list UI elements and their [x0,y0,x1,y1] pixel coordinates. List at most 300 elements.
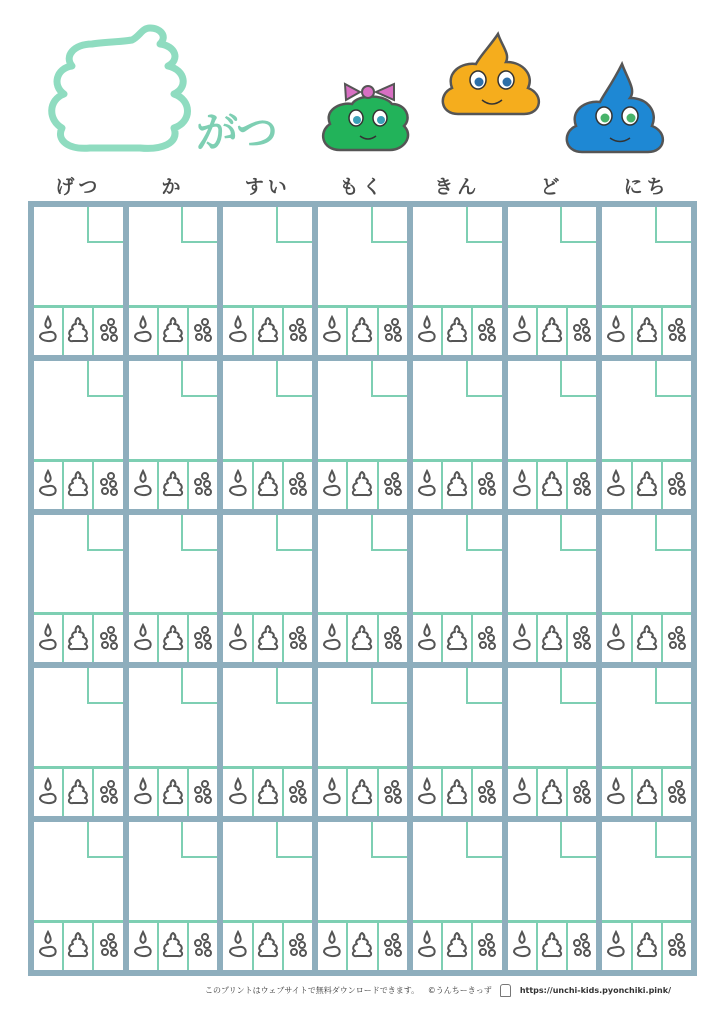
poop-icon [540,315,564,347]
date-number-box[interactable] [560,515,596,551]
stamp-strip [34,305,123,355]
drop-puddle-icon [227,930,249,962]
stamp-box[interactable] [129,308,157,355]
stamp-strip [223,920,312,970]
stamp-box[interactable] [34,615,62,662]
poop-icon [66,777,90,809]
poop-icon [350,777,374,809]
stamp-strip [508,612,597,662]
poop-icon [540,623,564,655]
stamp-box[interactable] [92,308,122,355]
poop-icon [635,777,659,809]
poop-icon [350,930,374,962]
stamp-box[interactable] [441,923,471,970]
stamp-box[interactable] [129,923,157,970]
poop-icon [635,315,659,347]
date-number-box[interactable] [87,515,123,551]
day-cell[interactable] [508,207,597,355]
pellets-icon [98,930,120,962]
stamp-box[interactable] [566,462,596,509]
stamp-box[interactable] [631,769,661,816]
day-cell[interactable] [508,361,597,509]
stamp-box[interactable] [223,462,251,509]
drop-puddle-icon [227,469,249,501]
date-number-box[interactable] [371,361,407,397]
stamp-strip [129,459,218,509]
stamp-strip [129,920,218,970]
stamp-box[interactable] [62,615,92,662]
stamp-box[interactable] [252,615,282,662]
pellets-icon [382,777,404,809]
stamp-box[interactable] [377,769,407,816]
stamp-box[interactable] [223,308,251,355]
pellets-icon [98,777,120,809]
drop-puddle-icon [605,777,627,809]
stamp-box[interactable] [508,462,536,509]
stamp-box[interactable] [187,308,217,355]
drop-puddle-icon [132,930,154,962]
stamp-strip [129,305,218,355]
pellets-icon [192,315,214,347]
stamp-strip [508,305,597,355]
drop-puddle-icon [37,315,59,347]
calendar-grid [28,201,697,976]
stamp-box[interactable] [157,923,187,970]
day-cell[interactable] [34,361,123,509]
poop-icon [256,623,280,655]
drop-puddle-icon [321,315,343,347]
stamp-box[interactable] [441,615,471,662]
drop-puddle-icon [37,469,59,501]
pellets-icon [287,315,309,347]
drop-puddle-icon [416,315,438,347]
weekday-header-row [28,172,697,202]
date-number-box[interactable] [181,361,217,397]
stamp-box[interactable] [282,923,312,970]
stamp-box[interactable] [129,769,157,816]
stamp-box[interactable] [318,308,346,355]
weekday-label: げつ [55,176,102,198]
day-cell[interactable] [602,668,691,816]
stamp-box[interactable] [566,769,596,816]
pellets-icon [476,777,498,809]
stamp-box[interactable] [377,462,407,509]
date-number-box[interactable] [655,515,691,551]
stamp-box[interactable] [157,615,187,662]
stamp-box[interactable] [252,923,282,970]
drop-puddle-icon [605,930,627,962]
stamp-box[interactable] [346,769,376,816]
poop-icon [161,623,185,655]
weekday-label: すい [244,176,291,198]
pellets-icon [476,623,498,655]
day-cell[interactable] [318,822,407,970]
drop-puddle-icon [605,469,627,501]
drop-puddle-icon [132,623,154,655]
stamp-box[interactable] [346,615,376,662]
day-cell[interactable] [413,207,502,355]
drop-puddle-icon [321,930,343,962]
drop-puddle-icon [132,469,154,501]
pellets-icon [666,469,688,501]
date-number-box[interactable] [276,361,312,397]
date-number-box[interactable] [276,207,312,243]
stamp-box[interactable] [282,615,312,662]
stamp-box[interactable] [661,923,691,970]
poop-icon [540,777,564,809]
drop-puddle-icon [511,777,533,809]
pellets-icon [382,623,404,655]
day-cell[interactable] [318,668,407,816]
day-cell[interactable] [413,515,502,663]
stamp-box[interactable] [282,308,312,355]
pellets-icon [571,469,593,501]
date-number-box[interactable] [655,361,691,397]
day-cell[interactable] [223,515,312,663]
date-number-box[interactable] [560,207,596,243]
stamp-box[interactable] [661,308,691,355]
stamp-box[interactable] [631,462,661,509]
date-number-box[interactable] [655,668,691,704]
day-cell[interactable] [223,822,312,970]
pellets-icon [98,469,120,501]
stamp-box[interactable] [508,308,536,355]
day-cell[interactable] [223,207,312,355]
day-cell[interactable] [602,515,691,663]
date-number-box[interactable] [560,822,596,858]
stamp-box[interactable] [471,769,501,816]
drop-puddle-icon [321,777,343,809]
poop-icon [256,930,280,962]
date-number-box[interactable] [87,207,123,243]
date-number-box[interactable] [87,668,123,704]
day-cell[interactable] [223,668,312,816]
stamp-box[interactable] [441,462,471,509]
stamp-strip [34,612,123,662]
stamp-box[interactable] [34,308,62,355]
pellets-icon [666,777,688,809]
stamp-box[interactable] [34,769,62,816]
day-cell[interactable] [129,822,218,970]
poop-icon [445,315,469,347]
footer-url[interactable]: https://unchi-kids.pyonchiki.pink/ [519,986,671,995]
drop-puddle-icon [37,623,59,655]
day-cell[interactable] [318,207,407,355]
stamp-strip [602,920,691,970]
stamp-box[interactable] [318,923,346,970]
stamp-box[interactable] [377,615,407,662]
poop-icon [540,469,564,501]
day-cell[interactable] [318,515,407,663]
weekday-label: ど [540,176,564,198]
date-number-box[interactable] [466,515,502,551]
stamp-box[interactable] [346,923,376,970]
stamp-strip [34,459,123,509]
poop-icon [445,469,469,501]
drop-puddle-icon [132,315,154,347]
stamp-box[interactable] [157,462,187,509]
date-number-box[interactable] [181,668,217,704]
stamp-box[interactable] [157,308,187,355]
date-number-box[interactable] [655,822,691,858]
poop-icon [350,623,374,655]
day-cell[interactable] [508,515,597,663]
stamp-box[interactable] [631,615,661,662]
stamp-box[interactable] [187,615,217,662]
pellets-icon [666,315,688,347]
stamp-strip [223,305,312,355]
blue-poop-character [567,64,663,152]
date-number-box[interactable] [560,361,596,397]
pellets-icon [98,623,120,655]
day-cell[interactable] [223,361,312,509]
day-cell[interactable] [318,361,407,509]
stamp-box[interactable] [252,462,282,509]
pellets-icon [571,777,593,809]
day-cell[interactable] [413,668,502,816]
stamp-strip [508,459,597,509]
stamp-box[interactable] [631,308,661,355]
stamp-box[interactable] [508,615,536,662]
stamp-box[interactable] [318,462,346,509]
stamp-box[interactable] [346,308,376,355]
poop-icon [635,930,659,962]
footer-copyright: ©うんちーきっず [427,986,492,995]
weekday-label: か [161,176,185,198]
stamp-box[interactable] [631,923,661,970]
day-cell[interactable] [508,822,597,970]
drop-puddle-icon [37,930,59,962]
stamp-strip [129,612,218,662]
day-cell[interactable] [413,361,502,509]
stamp-strip [223,766,312,816]
stamp-box[interactable] [252,769,282,816]
stamp-box[interactable] [508,923,536,970]
stamp-box[interactable] [602,615,630,662]
date-number-box[interactable] [276,822,312,858]
poop-icon [66,930,90,962]
date-number-box[interactable] [276,515,312,551]
date-number-box[interactable] [655,207,691,243]
date-number-box[interactable] [181,207,217,243]
stamp-box[interactable] [318,769,346,816]
poop-icon [635,623,659,655]
pellets-icon [666,930,688,962]
stamp-box[interactable] [602,923,630,970]
day-cell[interactable] [34,207,123,355]
stamp-box[interactable] [62,769,92,816]
stamp-box[interactable] [282,769,312,816]
stamp-box[interactable] [62,308,92,355]
stamp-box[interactable] [92,615,122,662]
date-number-box[interactable] [181,822,217,858]
poop-icon [161,469,185,501]
stamp-box[interactable] [187,923,217,970]
drop-puddle-icon [227,315,249,347]
stamp-box[interactable] [223,769,251,816]
stamp-box[interactable] [187,769,217,816]
drop-puddle-icon [227,777,249,809]
stamp-box[interactable] [602,308,630,355]
drop-puddle-icon [416,930,438,962]
stamp-strip [413,920,502,970]
stamp-box[interactable] [536,308,566,355]
pellets-icon [571,930,593,962]
drop-puddle-icon [416,469,438,501]
stamp-box[interactable] [536,615,566,662]
stamp-box[interactable] [471,923,501,970]
day-cell[interactable] [129,361,218,509]
stamp-strip [413,612,502,662]
stamp-box[interactable] [34,462,62,509]
stamp-box[interactable] [223,923,251,970]
poop-icon [445,777,469,809]
stamp-box[interactable] [661,615,691,662]
pellets-icon [382,930,404,962]
header-art [0,0,724,170]
poop-icon [161,930,185,962]
date-number-box[interactable] [371,668,407,704]
stamp-box[interactable] [92,769,122,816]
stamp-strip [602,459,691,509]
stamp-box[interactable] [566,308,596,355]
date-number-box[interactable] [181,515,217,551]
poop-icon [66,315,90,347]
poop-icon [256,777,280,809]
toilet-paper-icon [500,984,511,997]
day-cell[interactable] [129,207,218,355]
date-number-box[interactable] [87,822,123,858]
day-cell[interactable] [413,822,502,970]
stamp-box[interactable] [62,923,92,970]
date-number-box[interactable] [466,822,502,858]
day-cell[interactable] [129,668,218,816]
pellets-icon [287,777,309,809]
stamp-box[interactable] [471,462,501,509]
stamp-strip [318,920,407,970]
stamp-box[interactable] [413,615,441,662]
day-cell[interactable] [129,515,218,663]
drop-puddle-icon [511,930,533,962]
stamp-box[interactable] [346,462,376,509]
day-cell[interactable] [602,207,691,355]
poop-icon [161,777,185,809]
orange-poop-character [443,34,539,114]
stamp-box[interactable] [282,462,312,509]
month-label: がつ [196,108,277,157]
stamp-box[interactable] [187,462,217,509]
stamp-box[interactable] [536,923,566,970]
stamp-strip [508,920,597,970]
stamp-box[interactable] [377,308,407,355]
drop-puddle-icon [132,777,154,809]
poop-icon [350,469,374,501]
date-number-box[interactable] [560,668,596,704]
stamp-box[interactable] [413,923,441,970]
stamp-box[interactable] [62,462,92,509]
drop-puddle-icon [511,623,533,655]
stamp-box[interactable] [602,769,630,816]
stamp-box[interactable] [508,769,536,816]
day-cell[interactable] [34,668,123,816]
date-number-box[interactable] [371,822,407,858]
stamp-box[interactable] [566,923,596,970]
stamp-box[interactable] [252,308,282,355]
stamp-box[interactable] [441,769,471,816]
date-number-box[interactable] [371,207,407,243]
stamp-box[interactable] [92,923,122,970]
stamp-box[interactable] [661,769,691,816]
date-number-box[interactable] [466,361,502,397]
pellets-icon [287,469,309,501]
day-cell[interactable] [508,668,597,816]
stamp-strip [602,305,691,355]
stamp-box[interactable] [129,615,157,662]
drop-puddle-icon [511,315,533,347]
stamp-strip [413,305,502,355]
pellets-icon [192,930,214,962]
pellets-icon [192,469,214,501]
date-number-box[interactable] [466,668,502,704]
stamp-box[interactable] [413,308,441,355]
stamp-box[interactable] [223,615,251,662]
stamp-box[interactable] [566,615,596,662]
pellets-icon [476,469,498,501]
footer [205,984,677,997]
day-cell[interactable] [34,822,123,970]
stamp-box[interactable] [34,923,62,970]
stamp-strip [602,766,691,816]
drop-puddle-icon [416,777,438,809]
date-number-box[interactable] [371,515,407,551]
day-cell[interactable] [602,361,691,509]
stamp-box[interactable] [92,462,122,509]
stamp-box[interactable] [157,769,187,816]
day-cell[interactable] [34,515,123,663]
stamp-box[interactable] [471,308,501,355]
drop-puddle-icon [511,469,533,501]
poop-icon [161,315,185,347]
pellets-icon [287,623,309,655]
poop-icon [256,469,280,501]
day-cell[interactable] [602,822,691,970]
drop-puddle-icon [321,469,343,501]
date-number-box[interactable] [276,668,312,704]
pellets-icon [476,930,498,962]
stamp-box[interactable] [471,615,501,662]
stamp-box[interactable] [661,462,691,509]
date-number-box[interactable] [87,361,123,397]
stamp-box[interactable] [602,462,630,509]
stamp-box[interactable] [377,923,407,970]
stamp-strip [602,612,691,662]
stamp-box[interactable] [318,615,346,662]
drop-puddle-icon [605,623,627,655]
stamp-box[interactable] [129,462,157,509]
poop-icon [256,315,280,347]
stamp-box[interactable] [441,308,471,355]
date-number-box[interactable] [466,207,502,243]
drop-puddle-icon [321,623,343,655]
stamp-box[interactable] [536,769,566,816]
month-blank-frame [52,28,188,148]
stamp-box[interactable] [413,769,441,816]
pellets-icon [571,623,593,655]
stamp-strip [318,766,407,816]
poop-icon [66,469,90,501]
stamp-box[interactable] [536,462,566,509]
stamp-box[interactable] [413,462,441,509]
